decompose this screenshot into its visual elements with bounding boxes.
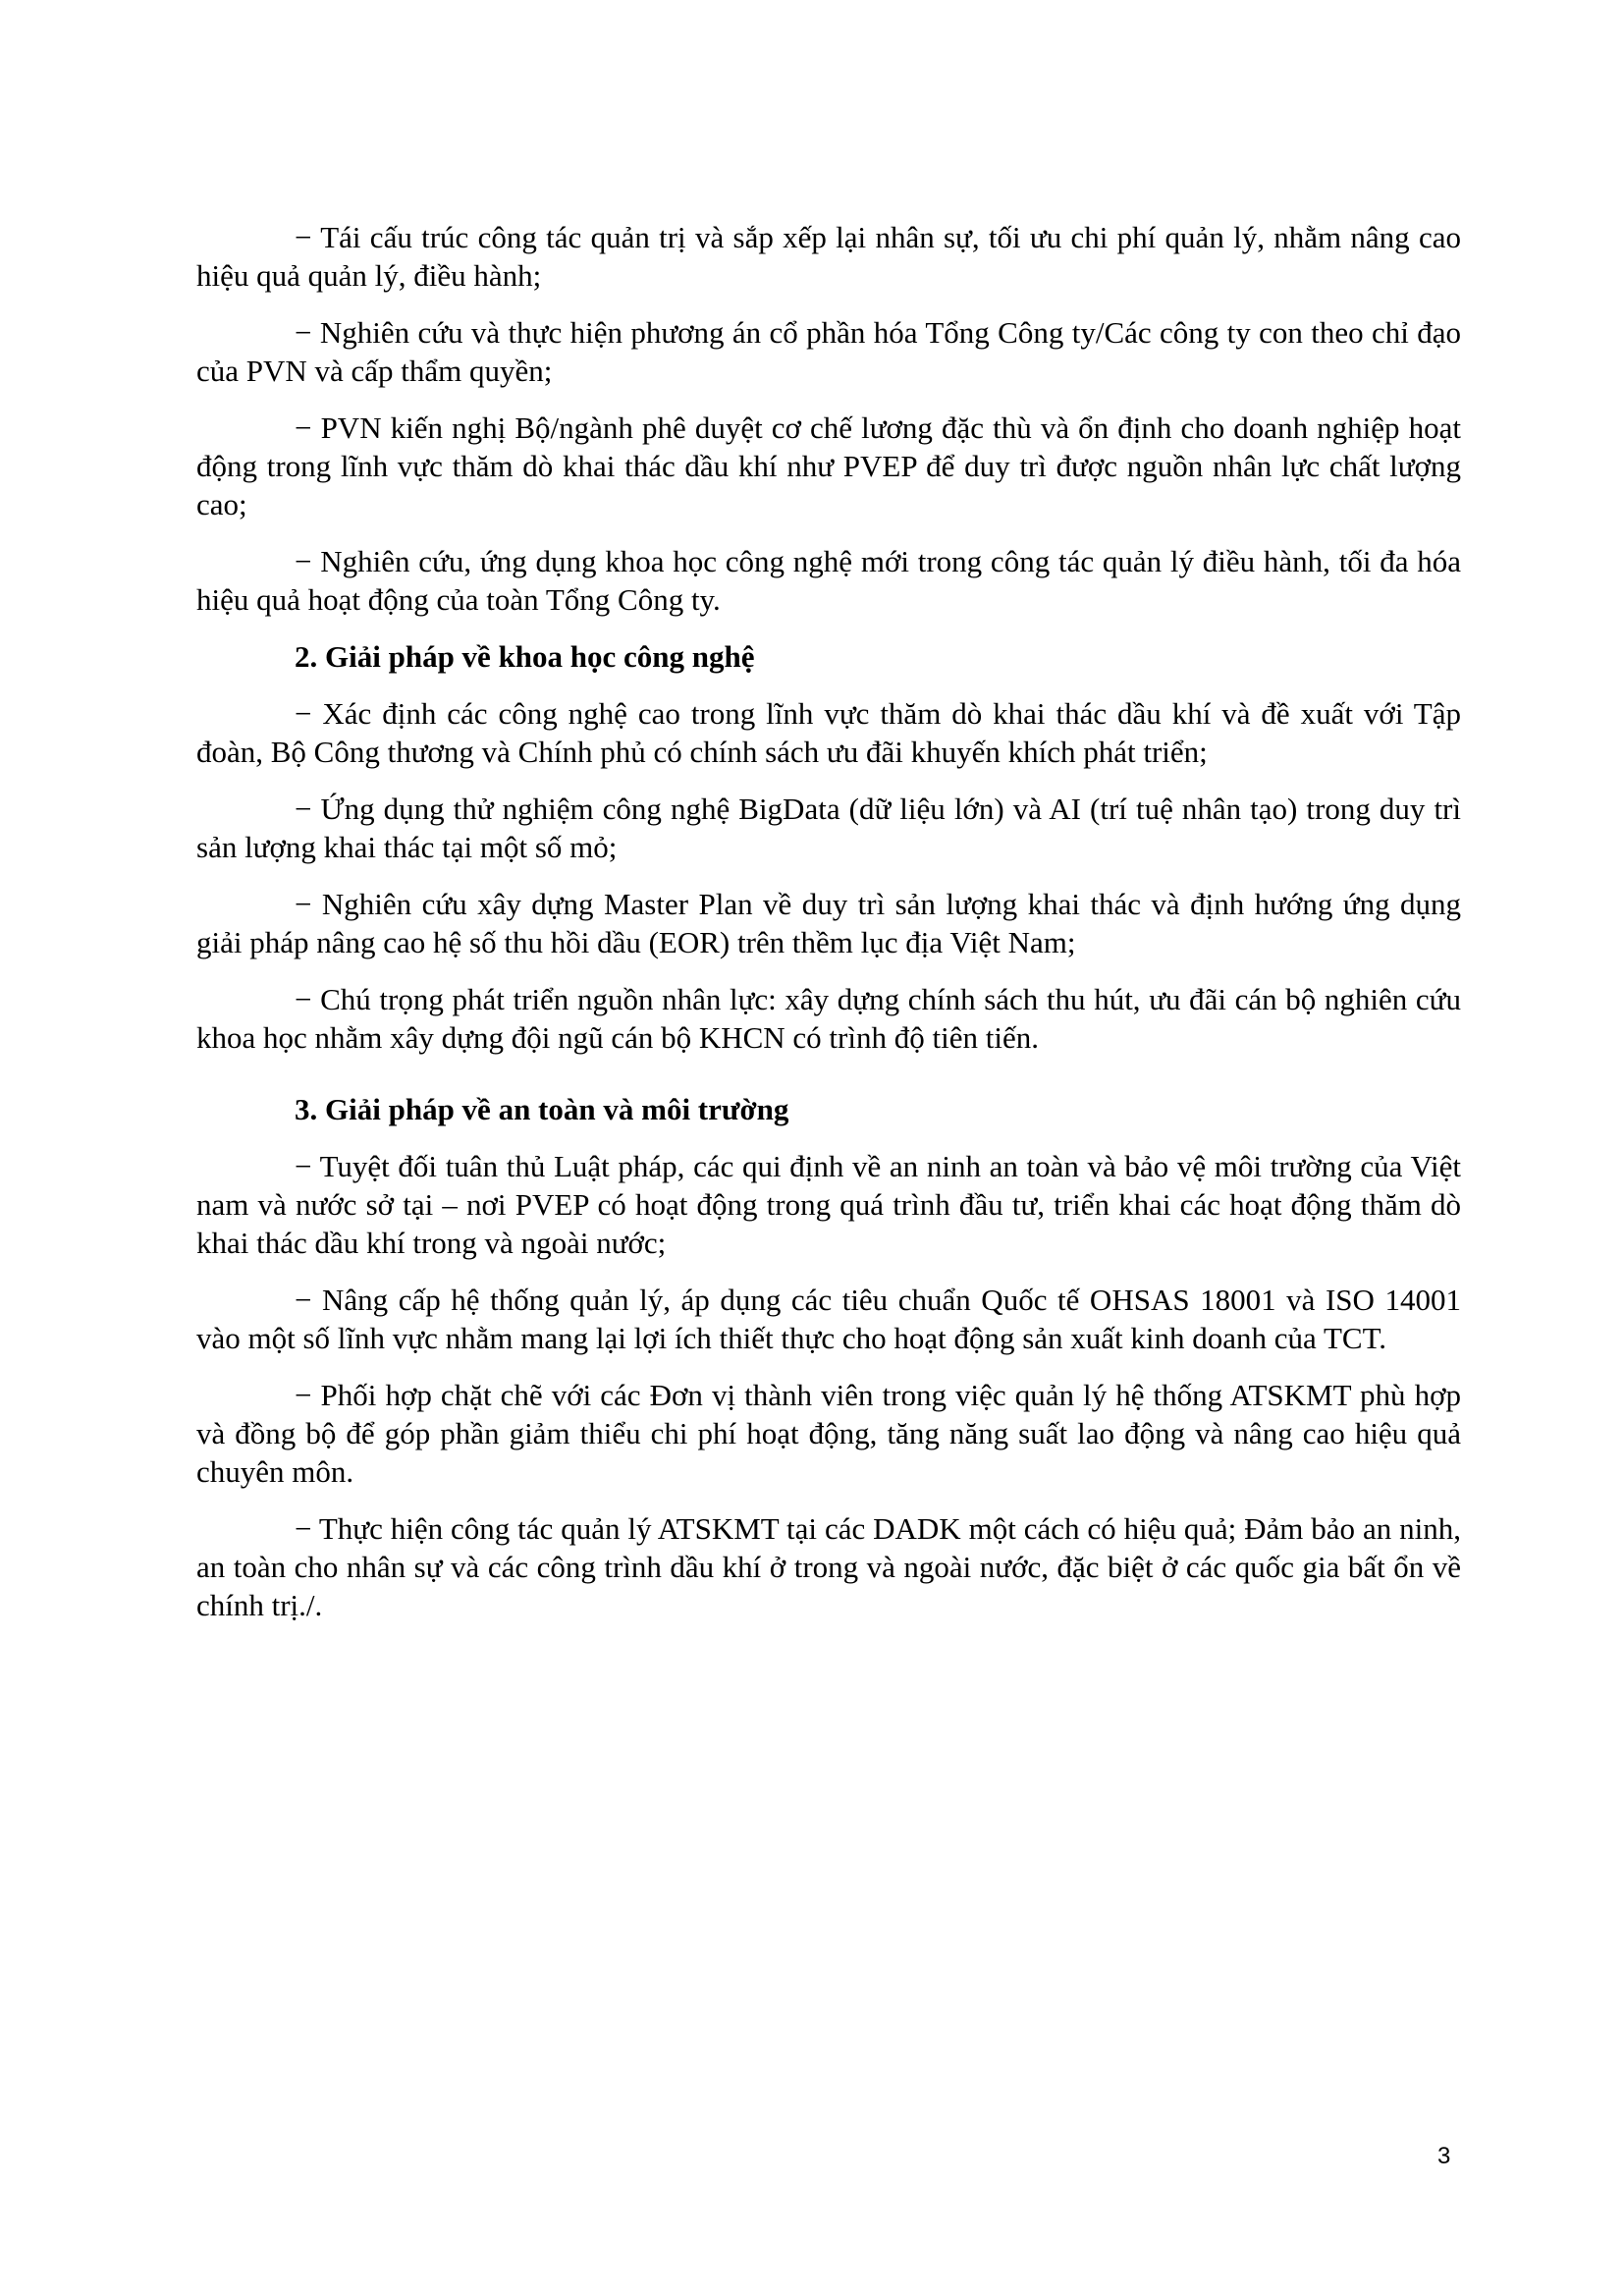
paragraph-master-plan: − Nghiên cứu xây dựng Master Plan về duy trì sản lượng khai thác và định hướng ứng dụng giải pháp nâng cao hệ số thu hồi dầu (EOR) trên thềm lục địa Việt Nam; [196, 887, 1461, 959]
paragraph-high-technology: − Xác định các công nghệ cao trong lĩnh vực thăm dò khai thác dầu khí và đề xuất với Tập đoàn, Bộ Công thương và Chính phủ có chính sách ưu đãi khuyến khích phát triển; [196, 696, 1461, 769]
document-body [196, 218, 1461, 1643]
paragraph-technology-management: − Nghiên cứu, ứng dụng khoa học công nghệ mới trong công tác quản lý điều hành, tối đa hóa hiệu quả hoạt động của toàn Tổng Công ty. [196, 544, 1461, 617]
paragraph-iso-standards: − Nâng cấp hệ thống quản lý, áp dụng các tiêu chuẩn Quốc tế OHSAS 18001 và ISO 14001 vào một số lĩnh vực nhằm mang lại lợi ích thiết thực cho hoạt động sản xuất kinh doanh của TCT. [196, 1283, 1461, 1355]
paragraph-law-compliance: − Tuyệt đối tuân thủ Luật pháp, các qui định về an ninh an toàn và bảo vệ môi trường của Việt nam và nước sở tại – nơi PVEP có hoạt động trong quá trình đầu tư, triển khai các hoạt động thăm dò khai thác dầu khí trong và ngoài nước; [196, 1149, 1461, 1260]
paragraph-atskmt-management: − Thực hiện công tác quản lý ATSKMT tại các DADK một cách có hiệu quả; Đảm bảo an ninh, an toàn cho nhân sự và các công trình dầu khí ở trong và ngoài nước, đặc biệt ở các quốc gia bất ổn về chính trị./. [196, 1511, 1461, 1622]
paragraph-equitization: − Nghiên cứu và thực hiện phương án cổ phần hóa Tổng Công ty/Các công ty con theo chỉ đạo của PVN và cấp thẩm quyền; [196, 315, 1461, 388]
section-heading-safety-environment: 3. Giải pháp về an toàn và môi trường [295, 1092, 789, 1126]
paragraph-bigdata-ai: − Ứng dụng thử nghiệm công nghệ BigData (dữ liệu lớn) và AI (trí tuệ nhân tạo) trong duy trì sản lượng khai thác tại một số mỏ; [196, 792, 1461, 864]
section-heading-technology: 2. Giải pháp về khoa học công nghệ [295, 639, 755, 674]
paragraph-atskmt-coordination: − Phối hợp chặt chẽ với các Đơn vị thành viên trong việc quản lý hệ thống ATSKMT phù hợp và đồng bộ để góp phần giảm thiểu chi phí hoạt động, tăng năng suất lao động và nâng cao hiệu quả chuyên môn. [196, 1378, 1461, 1489]
page-number: 3 [1437, 2143, 1451, 2169]
paragraph-salary-mechanism: − PVN kiến nghị Bộ/ngành phê duyệt cơ chế lương đặc thù và ổn định cho doanh nghiệp hoạt động trong lĩnh vực thăm dò khai thác dầu khí như PVEP để duy trì được nguồn nhân lực chất lượng cao; [196, 410, 1461, 521]
paragraph-human-resources: − Chú trọng phát triển nguồn nhân lực: xây dựng chính sách thu hút, ưu đãi cán bộ nghiên cứu khoa học nhằm xây dựng đội ngũ cán bộ KHCN có trình độ tiên tiến. [196, 982, 1461, 1055]
paragraph-restructure-governance: − Tái cấu trúc công tác quản trị và sắp xếp lại nhân sự, tối ưu chi phí quản lý, nhằm nâng cao hiệu quả quản lý, điều hành; [196, 220, 1461, 293]
